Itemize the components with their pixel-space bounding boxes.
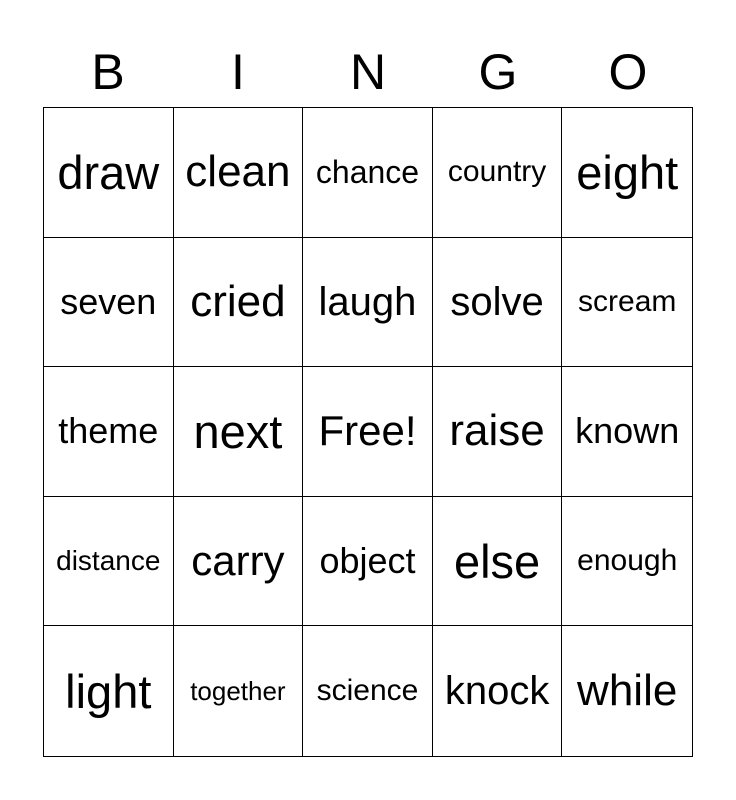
- bingo-cell: object: [303, 497, 433, 627]
- bingo-cell: laugh: [303, 238, 433, 368]
- header-letter-o: O: [608, 44, 648, 100]
- bingo-cell: together: [174, 626, 304, 756]
- bingo-cell: cried: [174, 238, 304, 368]
- bingo-cell: while: [577, 666, 678, 716]
- bingo-cell: eight: [562, 108, 692, 238]
- bingo-cell: solve: [433, 238, 563, 368]
- bingo-cell: distance: [44, 497, 174, 627]
- bingo-cell: science: [303, 626, 433, 756]
- bingo-cell: enough: [562, 497, 692, 627]
- bingo-cell: known: [562, 367, 692, 497]
- bingo-cell: raise: [433, 367, 563, 497]
- bingo-cell: theme: [44, 367, 174, 497]
- header-letter-i: I: [231, 44, 245, 100]
- bingo-cell: light: [44, 626, 174, 756]
- bingo-header: [43, 40, 693, 104]
- bingo-cell: carry: [174, 497, 304, 627]
- bingo-cell: chance: [303, 108, 433, 238]
- bingo-cell: Free!: [303, 367, 433, 497]
- bingo-cell: country: [433, 108, 563, 238]
- bingo-card-grid: [43, 107, 693, 757]
- header-letter-n: N: [349, 44, 387, 100]
- bingo-cell: next: [174, 367, 304, 497]
- header-letter-g: G: [478, 44, 518, 100]
- bingo-cell: seven: [44, 238, 174, 368]
- bingo-cell: draw: [44, 108, 174, 238]
- header-letter-b: B: [91, 44, 125, 100]
- bingo-cell: knock: [433, 626, 563, 756]
- bingo-cell: else: [433, 497, 563, 627]
- bingo-cell: clean: [174, 108, 304, 238]
- bingo-cell: scream: [562, 238, 692, 368]
